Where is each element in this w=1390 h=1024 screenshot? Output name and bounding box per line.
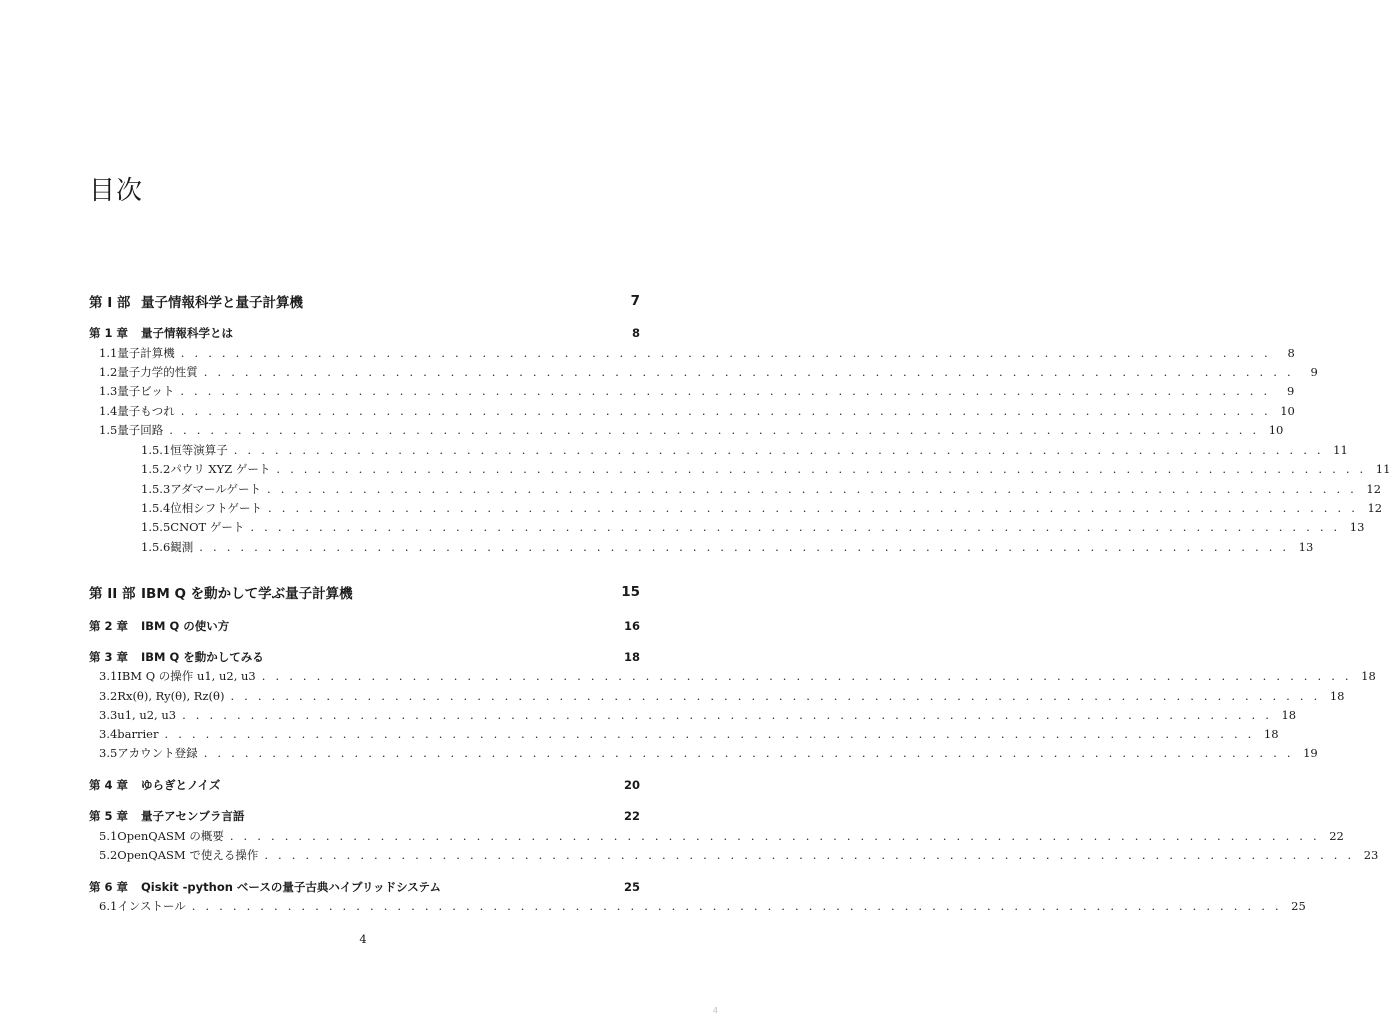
toc-entry-number: 1.5.5 bbox=[141, 520, 171, 534]
toc-entry-number: 1.5.3 bbox=[141, 482, 171, 496]
toc-entry-title: IBM Q の使い方 bbox=[141, 619, 230, 633]
toc-section-row[interactable] bbox=[89, 343, 1295, 363]
page-number: 4 bbox=[359, 932, 367, 946]
toc-page-number: 7 bbox=[630, 293, 640, 309]
toc-entry-title: 量子計算機 bbox=[117, 346, 175, 360]
toc-leader-dots: . . . . . . . . . . . . . . . . . . . . . . . . . . . . . . . . . . . . . . . . . . . . . . . . . . . . . . . . . . . . . . . . . . . . . . . . . . . . . . . . bbox=[276, 462, 1367, 476]
toc-entry-title: 量子力学的性質 bbox=[117, 365, 198, 379]
toc-page-number: 13 bbox=[1298, 540, 1314, 554]
toc-section-row[interactable] bbox=[89, 896, 1306, 916]
toc-page-number: 22 bbox=[1329, 829, 1344, 843]
toc-page-number: 19 bbox=[1303, 746, 1318, 760]
toc-chapter-row[interactable] bbox=[89, 647, 640, 667]
toc-section-row[interactable] bbox=[89, 686, 1345, 706]
toc-entry-title: 恒等演算子 bbox=[170, 443, 228, 457]
toc-entry-title: インストール bbox=[117, 899, 186, 913]
toc-section-row[interactable] bbox=[89, 420, 1284, 440]
toc-entry-title: 量子ビット bbox=[117, 384, 175, 398]
toc-page-number: 11 bbox=[1333, 443, 1348, 457]
toc-part-row[interactable] bbox=[89, 582, 640, 602]
toc-page-number: 16 bbox=[623, 619, 640, 633]
toc-page-number: 8 bbox=[631, 326, 640, 340]
toc-page-number: 18 bbox=[623, 650, 640, 664]
toc-leader-dots: . . . . . . . . . . . . . . . . . . . . . . . . . . . . . . . . . . . . . . . . . . . . . . . . . . . . . . . . . . . . . . . . . . . . . . . . . . . . . . . . bbox=[230, 689, 1321, 703]
toc-page-number: 12 bbox=[1367, 501, 1383, 515]
toc-leader-dots: . . . . . . . . . . . . . . . . . . . . . . . . . . . . . . . . . . . . . . . . . . . . . . . . . . . . . . . . . . . . . . . . . . . . . . . . . . . . . . . . bbox=[182, 708, 1273, 722]
toc-entry-number: 第 I 部 bbox=[89, 295, 131, 311]
toc-chapter-row[interactable] bbox=[89, 806, 640, 826]
toc-entry-number: 1.5.1 bbox=[141, 443, 171, 457]
toc-entry-title: barrier bbox=[117, 727, 159, 741]
toc-entry-title: 量子情報科学と量子計算機 bbox=[141, 295, 303, 311]
toc-entry-title: 位相シフトゲート bbox=[170, 501, 263, 515]
toc-section-row[interactable] bbox=[89, 362, 1318, 382]
toc-section-row[interactable] bbox=[89, 743, 1318, 763]
toc-entry-title: アカウント登録 bbox=[117, 746, 198, 760]
toc-entry-number: 第 II 部 bbox=[89, 586, 136, 602]
toc-chapter-row[interactable] bbox=[89, 616, 640, 636]
toc-subsection-row[interactable] bbox=[89, 440, 1348, 460]
toc-subsection-row[interactable] bbox=[89, 459, 1390, 479]
toc-leader-dots: . . . . . . . . . . . . . . . . . . . . . . . . . . . . . . . . . . . . . . . . . . . . . . . . . . . . . . . . . . . . . . . . . . . . . . . . . . . . . . . . bbox=[250, 520, 1341, 534]
toc-chapter-row[interactable] bbox=[89, 775, 640, 795]
toc-leader-dots: . . . . . . . . . . . . . . . . . . . . . . . . . . . . . . . . . . . . . . . . . . . . . . . . . . . . . . . . . . . . . . . . . . . . . . . . . . . . . . . . bbox=[180, 404, 1271, 418]
toc-subsection-row[interactable] bbox=[89, 479, 1382, 499]
toc-entry-title: ゆらぎとノイズ bbox=[141, 778, 221, 792]
toc-page-number: 23 bbox=[1363, 848, 1379, 862]
toc-subsection-row[interactable] bbox=[89, 517, 1365, 537]
toc-entry-title: アダマールゲート bbox=[170, 482, 261, 496]
toc-entry-number: 3.1 bbox=[99, 669, 118, 683]
toc-entry-title: CNOT ゲート bbox=[170, 520, 245, 534]
toc-page-number: 20 bbox=[623, 778, 640, 792]
toc-page-number: 25 bbox=[1291, 899, 1306, 913]
toc-section-row[interactable] bbox=[89, 666, 1376, 686]
toc-leader-dots: . . . . . . . . . . . . . . . . . . . . . . . . . . . . . . . . . . . . . . . . . . . . . . . . . . . . . . . . . . . . . . . . . . . . . . . . . . . . . . . . bbox=[180, 346, 1271, 360]
toc-page-number: 18 bbox=[1329, 689, 1345, 703]
toc-entry-number: 第 1 章 bbox=[89, 326, 129, 340]
toc-entry-title: IBM Q の操作 u1, u2, u3 bbox=[117, 669, 256, 683]
toc-entry-title: 量子アセンブラ言語 bbox=[141, 809, 245, 823]
toc-entry-title: IBM Q を動かして学ぶ量子計算機 bbox=[141, 586, 353, 602]
toc-page-number: 9 bbox=[1310, 365, 1318, 379]
toc-leader-dots: . . . . . . . . . . . . . . . . . . . . . . . . . . . . . . . . . . . . . . . . . . . . . . . . . . . . . . . . . . . . . . . . . . . . . . . . . . . . . . . . bbox=[233, 443, 1324, 457]
toc-leader-dots: . . . . . . . . . . . . . . . . . . . . . . . . . . . . . . . . . . . . . . . . . . . . . . . . . . . . . . . . . . . . . . . . . . . . . . . . . . . . . . . . bbox=[191, 899, 1282, 913]
toc-page-number: 13 bbox=[1349, 520, 1365, 534]
toc-page-number: 18 bbox=[1281, 708, 1297, 722]
toc-section-row[interactable] bbox=[89, 401, 1295, 421]
toc-entry-title: Rx(θ), Ry(θ), Rz(θ) bbox=[117, 689, 225, 703]
toc-entry-number: 3.5 bbox=[99, 746, 118, 760]
toc-entry-title: 観測 bbox=[170, 540, 194, 554]
toc-chapter-row[interactable] bbox=[89, 877, 640, 897]
toc-leader-dots: . . . . . . . . . . . . . . . . . . . . . . . . . . . . . . . . . . . . . . . . . . . . . . . . . . . . . . . . . . . . . . . . . . . . . . . . . . . . . . . . bbox=[203, 365, 1294, 379]
toc-section-row[interactable] bbox=[89, 826, 1344, 846]
toc-page-number: 18 bbox=[1361, 669, 1376, 683]
toc-leader-dots: . . . . . . . . . . . . . . . . . . . . . . . . . . . . . . . . . . . . . . . . . . . . . . . . . . . . . . . . . . . . . . . . . . . . . . . . . . . . . . . . bbox=[267, 482, 1358, 496]
toc-page-number: 12 bbox=[1366, 482, 1382, 496]
toc-entry-number: 1.5 bbox=[99, 423, 118, 437]
toc-part-row[interactable] bbox=[89, 291, 640, 311]
toc-leader-dots: . . . . . . . . . . . . . . . . . . . . . . . . . . . . . . . . . . . . . . . . . . . . . . . . . . . . . . . . . . . . . . . . . . . . . . . . . . . . . . . . bbox=[261, 669, 1352, 683]
toc-entry-title: Qiskit -python ベースの量子古典ハイブリッドシステム bbox=[141, 880, 441, 894]
toc-entry-number: 1.2 bbox=[99, 365, 118, 379]
toc-leader-dots: . . . . . . . . . . . . . . . . . . . . . . . . . . . . . . . . . . . . . . . . . . . . . . . . . . . . . . . . . . . . . . . . . . . . . . . . . . . . . . . . bbox=[169, 423, 1260, 437]
toc-entry-number: 1.5.6 bbox=[141, 540, 171, 554]
toc-entry-number: 第 5 章 bbox=[89, 809, 129, 823]
toc-page-number: 10 bbox=[1280, 404, 1295, 418]
toc-leader-dots: . . . . . . . . . . . . . . . . . . . . . . . . . . . . . . . . . . . . . . . . . . . . . . . . . . . . . . . . . . . . . . . . . . . . . . . . . . . . . . . . bbox=[164, 727, 1255, 741]
toc-entry-title: u1, u2, u3 bbox=[117, 708, 177, 722]
toc-section-row[interactable] bbox=[89, 705, 1297, 725]
toc-leader-dots: . . . . . . . . . . . . . . . . . . . . . . . . . . . . . . . . . . . . . . . . . . . . . . . . . . . . . . . . . . . . . . . . . . . . . . . . . . . . . . . . bbox=[229, 829, 1320, 843]
toc-entry-number: 5.2 bbox=[99, 848, 118, 862]
toc-page-number: 11 bbox=[1375, 462, 1390, 476]
toc-entry-number: 第 2 章 bbox=[89, 619, 129, 633]
toc-entry-number: 3.4 bbox=[99, 727, 118, 741]
toc-section-row[interactable] bbox=[89, 381, 1295, 401]
toc-chapter-row[interactable] bbox=[89, 323, 640, 343]
toc-subsection-row[interactable] bbox=[89, 537, 1314, 557]
toc-leader-dots: . . . . . . . . . . . . . . . . . . . . . . . . . . . . . . . . . . . . . . . . . . . . . . . . . . . . . . . . . . . . . . . . . . . . . . . . . . . . . . . . bbox=[180, 384, 1271, 398]
toc-page-number: 8 bbox=[1287, 346, 1295, 360]
toc-page-number: 18 bbox=[1263, 727, 1279, 741]
toc-section-row[interactable] bbox=[89, 724, 1279, 744]
toc-page-number: 10 bbox=[1268, 423, 1284, 437]
toc-entry-number: 6.1 bbox=[99, 899, 118, 913]
toc-entry-number: 5.1 bbox=[99, 829, 118, 843]
toc-page-number: 22 bbox=[623, 809, 640, 823]
toc-entry-title: 量子回路 bbox=[117, 423, 164, 437]
toc-entry-number: 1.3 bbox=[99, 384, 118, 398]
toc-entry-title: 量子情報科学とは bbox=[141, 326, 233, 340]
page-title: 目次 bbox=[89, 176, 144, 206]
toc-entry-number: 1.4 bbox=[99, 404, 118, 418]
toc-entry-title: OpenQASM の概要 bbox=[117, 829, 224, 843]
toc-entry-title: パウリ XYZ ゲート bbox=[170, 462, 271, 476]
viewer-page-indicator: 4 bbox=[712, 1006, 718, 1015]
toc-entry-number: 3.3 bbox=[99, 708, 118, 722]
toc-entry-number: 第 3 章 bbox=[89, 650, 129, 664]
toc-page-number: 9 bbox=[1287, 384, 1295, 398]
toc-entry-number: 第 4 章 bbox=[89, 778, 129, 792]
toc-leader-dots: . . . . . . . . . . . . . . . . . . . . . . . . . . . . . . . . . . . . . . . . . . . . . . . . . . . . . . . . . . . . . . . . . . . . . . . . . . . . . . . . bbox=[268, 501, 1359, 515]
toc-leader-dots: . . . . . . . . . . . . . . . . . . . . . . . . . . . . . . . . . . . . . . . . . . . . . . . . . . . . . . . . . . . . . . . . . . . . . . . . . . . . . . . . bbox=[199, 540, 1290, 554]
toc-page-number: 15 bbox=[621, 584, 640, 600]
toc-entry-title: OpenQASM で使える操作 bbox=[117, 848, 259, 862]
toc-entry-number: 1.5.4 bbox=[141, 501, 171, 515]
toc-entry-title: 量子もつれ bbox=[117, 404, 175, 418]
toc-entry-title: IBM Q を動かしてみる bbox=[141, 650, 264, 664]
toc-subsection-row[interactable] bbox=[89, 498, 1383, 518]
toc-leader-dots: . . . . . . . . . . . . . . . . . . . . . . . . . . . . . . . . . . . . . . . . . . . . . . . . . . . . . . . . . . . . . . . . . . . . . . . . . . . . . . . . bbox=[203, 746, 1294, 760]
toc-section-row[interactable] bbox=[89, 845, 1379, 865]
toc-entry-number: 第 6 章 bbox=[89, 880, 129, 894]
toc-entry-number: 1.1 bbox=[99, 346, 118, 360]
toc-leader-dots: . . . . . . . . . . . . . . . . . . . . . . . . . . . . . . . . . . . . . . . . . . . . . . . . . . . . . . . . . . . . . . . . . . . . . . . . . . . . . . . . bbox=[264, 848, 1355, 862]
toc-entry-number: 3.2 bbox=[99, 689, 118, 703]
toc-page-number: 25 bbox=[623, 880, 640, 894]
toc-entry-number: 1.5.2 bbox=[141, 462, 171, 476]
